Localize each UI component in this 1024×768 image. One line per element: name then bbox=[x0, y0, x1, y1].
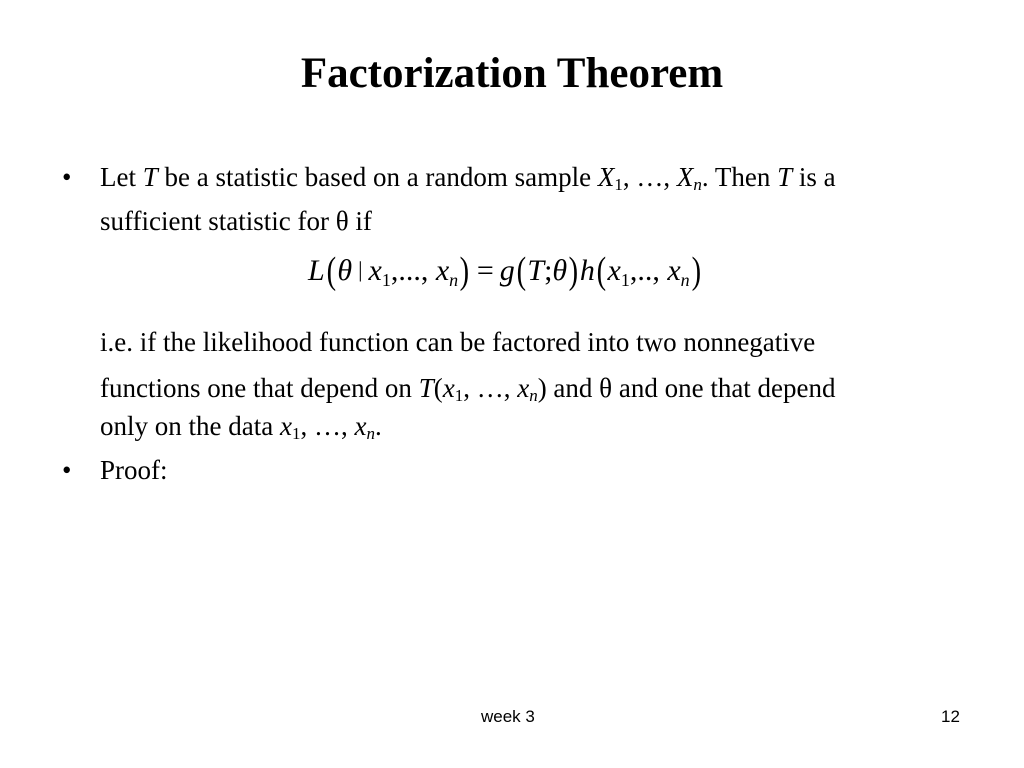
bullet-1-line-1: Let T be a statistic based on a random sample $X_1$, …, $X_n$. Then T is a bbox=[100, 162, 836, 194]
bullet-marker-2: • bbox=[62, 455, 72, 485]
explanation-line-2: functions one that depend on $T(x_1$, …, $x_n$) and θ and one that depend bbox=[100, 373, 836, 405]
slide-title: Factorization Theorem bbox=[300, 50, 724, 97]
factorization-formula: L(θ | $x_1$,..., $x_n$) = $g(T;\theta)h(x_1$,.., $x_n$) bbox=[308, 250, 701, 292]
bullet-1-line-2: sufficient statistic for θ if bbox=[100, 206, 372, 236]
footer-page-number: 12 bbox=[941, 707, 960, 726]
bullet-2-proof: Proof: bbox=[100, 455, 168, 485]
bullet-marker-1: • bbox=[62, 162, 72, 192]
explanation-line-1: i.e. if the likelihood function can be factored into two nonnegative bbox=[100, 327, 816, 357]
explanation-line-3: only on the data $x_1$, …, $x_n$. bbox=[100, 411, 382, 443]
footer-week-label: week 3 bbox=[481, 707, 535, 726]
